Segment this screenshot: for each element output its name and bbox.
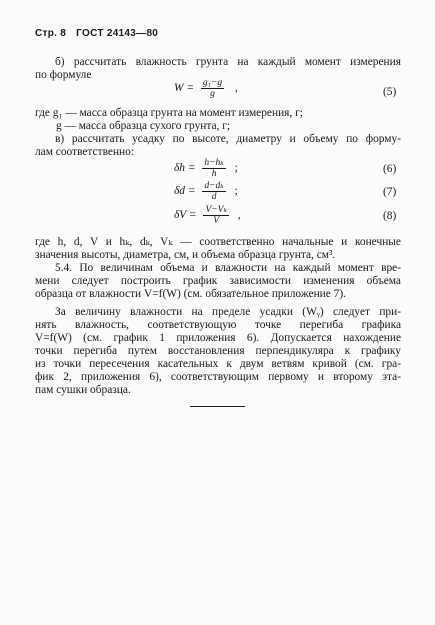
text-line: мени следует построить график зависимости изменения объема (35, 275, 401, 287)
standard-number: ГОСТ 24143—80 (76, 28, 159, 39)
formula-lhs: δd = (174, 185, 196, 198)
numerator: h−hₖ (204, 158, 224, 168)
text-line: значения высоты, диаметра, см, и объема образца грунта, см³. (35, 249, 336, 261)
text-line: образца от влажности V=f(W) (см. обязательное приложение 7). (35, 288, 347, 300)
text-line: пам сушки образца. (35, 384, 131, 396)
numerator: V−Vₖ (205, 205, 227, 215)
formula-7 (174, 181, 238, 202)
numerator: g₁−g (202, 78, 223, 88)
text-line: За величину влажности на пределе усадки (Wᵧ) следует при- (55, 306, 401, 318)
text-line: нять влажность, соответствующую точке перегиба графика (35, 319, 401, 331)
text-line: 5.4. По величинам объема и влажности на каждый момент вре- (55, 262, 401, 274)
text-line: б) рассчитать влажность грунта на каждый момент измерения (55, 56, 401, 68)
formula-8 (174, 205, 241, 226)
fraction (202, 158, 225, 179)
formula-punct: , (234, 82, 238, 95)
text-line: где g₁ — масса образца грунта на момент измерения, г; (35, 107, 303, 119)
text-line: из точки пересечения касательных к двум ветвям кривой (см. гра- (35, 358, 401, 370)
formula-lhs: δh = (174, 162, 196, 175)
denominator: d (211, 192, 217, 202)
page-number: Стр. 8 (35, 28, 67, 39)
page-header (35, 28, 158, 39)
section-divider (190, 406, 245, 407)
text-line: фик 2, приложения 6), соответствующим первому и второму эта- (35, 371, 401, 383)
formula-6 (174, 158, 238, 179)
formula-lhs: W = (174, 82, 195, 95)
denominator: V (213, 216, 220, 226)
text-line: g — масса образца сухого грунта, г; (56, 120, 231, 132)
formula-punct: ; (234, 185, 238, 198)
equation-number: (7) (383, 186, 397, 198)
fraction (201, 78, 224, 99)
text-line: V=f(W) (см. график 1 приложения 6). Допускается нахождение (35, 332, 401, 344)
text-line: в) рассчитать усадку по высоте, диаметру и объему по форму- (55, 133, 401, 145)
formula-punct: , (237, 209, 241, 222)
formula-punct: ; (234, 162, 238, 175)
formula-5 (174, 78, 238, 99)
text-line: точки перегиба путем восстановления перпендикуляра к графику (35, 345, 401, 357)
denominator: h (211, 169, 217, 179)
fraction (202, 181, 225, 202)
text-line: по формуле (35, 69, 92, 81)
numerator: d−dₖ (204, 181, 224, 191)
equation-number: (8) (383, 210, 397, 222)
text-line: лам соответственно: (35, 146, 135, 158)
text-line: где h, d, V и hₖ, dₖ, Vₖ — соответственно начальные и конечные (35, 236, 401, 248)
formula-lhs: δV = (174, 209, 197, 222)
fraction (203, 205, 228, 226)
denominator: g (210, 89, 215, 99)
equation-number: (6) (383, 163, 397, 175)
equation-number: (5) (383, 86, 397, 98)
